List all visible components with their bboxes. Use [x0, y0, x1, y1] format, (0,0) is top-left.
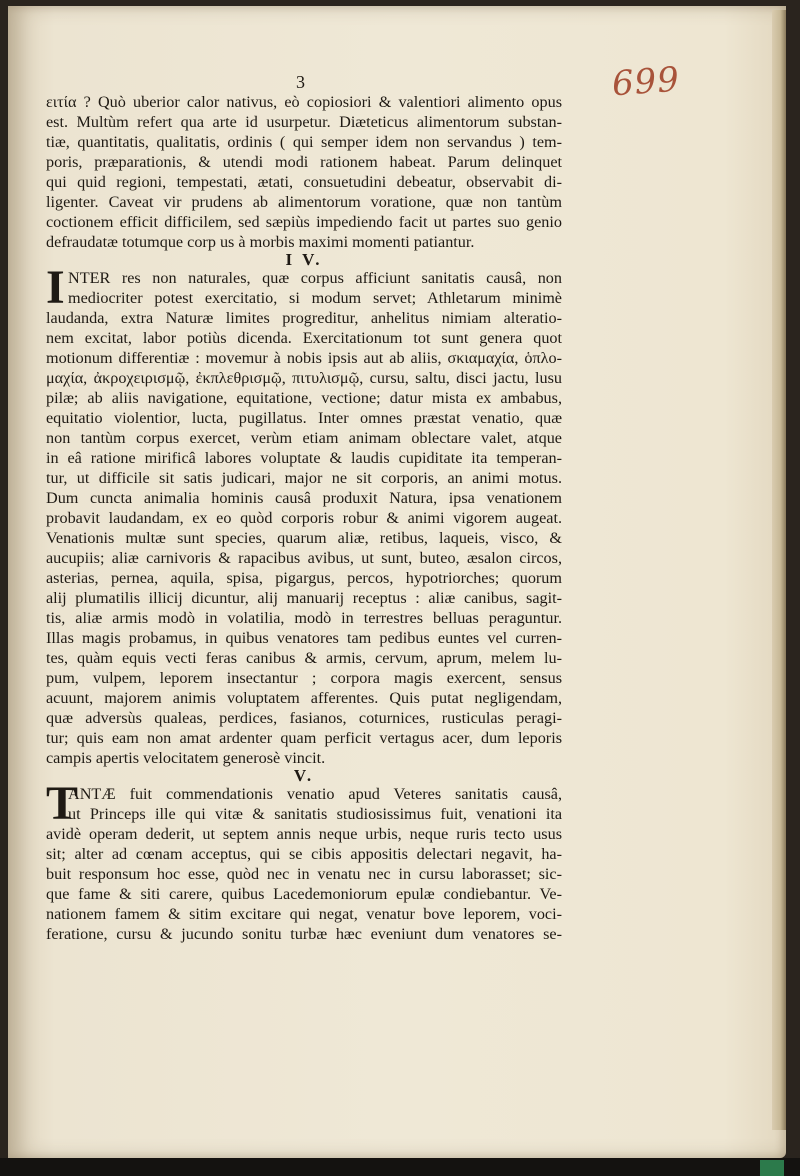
text-line: pum, vulpem, leporem insectantur ; corpora magis exercent, sensus: [46, 669, 562, 687]
text-line: mediocriter potest exercitatio, si modum servet; Athletarum minimè: [68, 289, 562, 307]
text-line: tiæ, quantitatis, qualitatis, ordinis ( qui semper idem non servandus ) tem-: [46, 133, 562, 151]
manuscript-folio-number: 699: [610, 59, 682, 105]
text-line: nem excitat, labor potiùs dicenda. Exercitationum tot sunt genera quot: [46, 329, 562, 347]
text-line: avidè operam dederit, ut septem annis neque urbis, neque ruris tecto usus: [46, 825, 562, 843]
text-line: tur; quis eam non amat ardenter quam perficit vertagus acer, dum leporis: [46, 729, 562, 747]
text-line: poris, præparationis, & utendi modi rationem habeat. Parum delinquet: [46, 153, 562, 171]
dropcap-t: T: [46, 777, 79, 830]
text-line: alij plumatilis illicij dicuntur, alij manuarij receptus : aliæ canibus, sagit-: [46, 589, 562, 607]
text-line: ειτία ? Quò uberior calor nativus, eò copiosiori & valentiori alimento opus: [46, 93, 562, 111]
text-line: in eâ ratione mirificâ labores voluptate & laudis cupiditate ita temperan-: [46, 449, 562, 467]
page-edge: [772, 10, 786, 1130]
text-line: asterias, pernea, aquila, spisa, pigargus, percos, hypotriorches; quorum: [46, 569, 562, 587]
text-line: buit responsum hoc esse, quòd nec in venatu nec in cursu laborasset; sic-: [46, 865, 562, 883]
text-line: acuunt, majorem animis voluptatem afferentes. Quis putat negligendam,: [46, 689, 562, 707]
text-line: campis apertis velocitatem generosè vincit.: [46, 749, 326, 767]
scan-bottom-strip: [0, 1158, 800, 1176]
text-line: aucupiis; aliæ carnivoris & rapacibus avibus, ut sunt, buteo, æsalon circos,: [46, 549, 562, 567]
color-calibration-patch: [760, 1160, 784, 1176]
page-number: 3: [296, 72, 305, 92]
text-line: Illas magis probamus, in quibus venatores tam pedibus euntes vel curren-: [46, 629, 562, 647]
text-line: Venationis multæ sunt species, quarum aliæ, retibus, laqueis, visco, &: [46, 529, 562, 547]
text-line: est. Multùm refert qua arte id usurpetur. Diæteticus alimentorum substan-: [46, 113, 562, 131]
text-line: coctionem efficit difficilem, sed sæpiùs impediendo facit ut partes suo genio: [46, 213, 562, 231]
text-line: quæ adversùs qualeas, perdices, fasianos, coturnices, rusticulas peragi-: [46, 709, 562, 727]
text-line: ANTÆ fuit commendationis venatio apud Veteres sanitatis causâ,: [68, 785, 562, 803]
text-line: tes, quàm equis vecti feras canibus & armis, cervum, aprum, melem lu-: [46, 649, 562, 667]
text-line: feratione, cursu & jucundo sonitu turbæ hæc eveniunt dum venatores se-: [46, 925, 562, 943]
text-line: motionum differentiæ : movemur à nobis ipsis aut ab aliis, σκιαμαχία, ὁπλο-: [46, 349, 562, 367]
text-line: qui quid regioni, tempestati, ætati, consuetudini debeatur, observabit di-: [46, 173, 562, 191]
text-line: Dum cuncta animalia hominis causâ produxit Natura, ipsa venationem: [46, 489, 562, 507]
dropcap-i: I: [46, 261, 65, 314]
text-line: NTER res non naturales, quæ corpus afficiunt sanitatis causâ, non: [68, 269, 562, 287]
text-line: equitatio violentior, lucta, pugillatus. Inter omnes præstat venatio, quæ: [46, 409, 562, 427]
text-line: que fame & siti carere, quibus Lacedemoniorum epulæ condiebantur. Ve-: [46, 885, 562, 903]
text-line: nationem famem & sitim excitare qui negat, venatur bove leporem, voci-: [46, 905, 562, 923]
text-line: tis, aliæ armis modò in volatilia, modò in terrestres belluas peraguntur.: [46, 609, 562, 627]
text-line: tur, ut difficile sit satis judicari, major ne sit corporis, an animi motus.: [46, 469, 562, 487]
section-heading-iv: I V.: [285, 250, 323, 269]
section-heading-v: V.: [293, 766, 315, 785]
text-line: laudanda, extra Naturæ limites progreditur, anhelitus nimiam alteratio-: [46, 309, 562, 327]
text-line: defraudatæ totumque corp us à morbis maximi momenti patiantur.: [46, 233, 475, 251]
text-line: pilæ; ab aliis navigatione, equitatione, vectione; datur mista ex ambabus,: [46, 389, 562, 407]
text-line: sit; alter ad cœnam acceptus, qui se cibis appositis delectari negavit, ha-: [46, 845, 562, 863]
text-line: non tantùm corpus exercet, verùm etiam animam oblectare valet, atque: [46, 429, 562, 447]
text-line: probavit laudandam, ex eo quòd corporis robur & animi vigorem augeat.: [46, 509, 562, 527]
text-line: ligenter. Caveat vir prudens ab alimentorum voratione, quæ non tantùm: [46, 193, 562, 211]
text-line: μαχία, ἀκροχειρισμῷ, ἐκπλεθρισμῷ, πιτυλισμῷ, cursu, saltu, disci jactu, lusu: [46, 369, 562, 387]
text-line: ut Princeps ille qui vitæ & sanitatis studiosissimus fuit, venationi ita: [68, 805, 562, 823]
